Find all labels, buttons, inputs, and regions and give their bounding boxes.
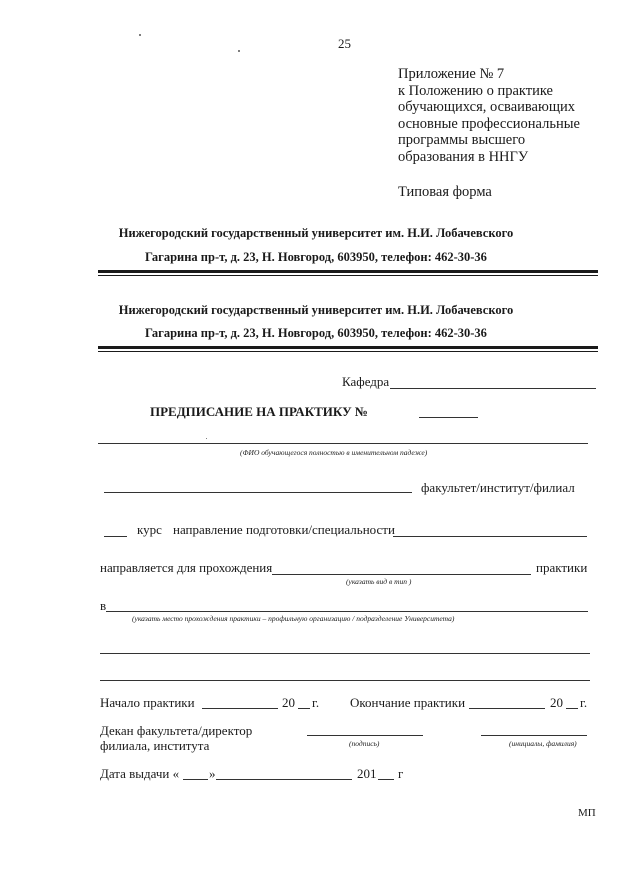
- form-title: ПРЕДПИСАНИЕ НА ПРАКТИКУ №: [150, 404, 368, 419]
- scan-speck: [139, 34, 141, 36]
- issue-month-field[interactable]: [216, 779, 352, 780]
- direction-field[interactable]: [393, 536, 587, 537]
- faculty-label: факультет/институт/филиал: [421, 480, 575, 495]
- end-label: Окончание практики: [350, 695, 466, 710]
- form-number-field[interactable]: [419, 417, 478, 418]
- place-in-label: в: [100, 598, 107, 613]
- place-field-continued[interactable]: [100, 653, 590, 654]
- issue-date-label: Дата выдачи «: [100, 766, 180, 781]
- header-rule-thick: [98, 346, 598, 349]
- appendix-line: обучающихся, осваивающих: [398, 99, 575, 115]
- initials-hint: (инициалы, фамилия): [509, 739, 577, 748]
- end-date-field[interactable]: [469, 708, 545, 709]
- start-year-field[interactable]: [298, 708, 310, 709]
- start-date-field[interactable]: [202, 708, 278, 709]
- course-label: курс: [137, 522, 162, 537]
- appendix-line: к Положению о практике: [398, 82, 553, 99]
- header-rule-thin: [98, 351, 598, 352]
- university-name: Нижегородский государственный университет им. Н.И. Лобачевского: [118, 226, 514, 240]
- start-year-prefix: 20: [282, 695, 295, 710]
- practice-word: практики: [536, 560, 588, 575]
- university-name: Нижегородский государственный университет им. Н.И. Лобачевского: [118, 303, 514, 317]
- issue-year-suffix: г: [398, 766, 404, 781]
- faculty-field[interactable]: [104, 492, 412, 493]
- university-address: Гагарина пр-т, д. 23, Н. Новгород, 603950, телефон: 462-30-36: [145, 326, 487, 340]
- place-hint: (указать место прохождения практики – профильную организацию / подразделение Университета): [132, 614, 455, 623]
- header-rule-thick: [98, 270, 598, 273]
- end-year-field[interactable]: [566, 708, 578, 709]
- fio-field[interactable]: [98, 443, 588, 444]
- appendix-line: образования в ННГУ: [398, 148, 529, 165]
- course-field[interactable]: [104, 536, 127, 537]
- scan-speck: [238, 50, 240, 52]
- issue-quote-close: »: [209, 766, 216, 781]
- issue-day-field[interactable]: [183, 779, 208, 780]
- place-field[interactable]: [106, 611, 588, 612]
- stamp-label: МП: [578, 807, 596, 819]
- dean-title-line2: филиала, института: [100, 738, 210, 753]
- signature-hint: (подпись): [349, 739, 380, 748]
- fio-hint: (ФИО обучающегося полностью в именительном падеже): [240, 448, 428, 457]
- practice-type-field[interactable]: [272, 574, 531, 575]
- initials-field[interactable]: [481, 735, 587, 736]
- appendix-note: [398, 66, 580, 165]
- scan-speck: [206, 438, 207, 439]
- appendix-line: Приложение № 7: [398, 66, 505, 82]
- sent-label: направляется для прохождения: [100, 560, 273, 575]
- department-label: Кафедра: [342, 374, 390, 389]
- end-year-suffix: г.: [580, 695, 588, 710]
- signature-field[interactable]: [307, 735, 423, 736]
- start-label: Начало практики: [100, 695, 195, 710]
- dean-title-line1: Декан факультета/директор: [100, 723, 253, 738]
- issue-year-prefix: 201: [357, 766, 377, 781]
- appendix-line: основные профессиональные: [398, 115, 580, 132]
- appendix-line: программы высшего: [398, 132, 526, 148]
- department-field[interactable]: [390, 388, 596, 389]
- header-rule-thin: [98, 275, 598, 276]
- practice-type-hint: (указать вид в тип ): [346, 577, 412, 586]
- place-field-continued[interactable]: [100, 680, 590, 681]
- page-number: 25: [338, 36, 351, 51]
- end-year-prefix: 20: [550, 695, 563, 710]
- university-address: Гагарина пр-т, д. 23, Н. Новгород, 603950, телефон: 462-30-36: [145, 250, 487, 264]
- issue-year-field[interactable]: [378, 779, 394, 780]
- direction-label: направление подготовки/специальности: [173, 522, 395, 537]
- start-year-suffix: г.: [312, 695, 320, 710]
- form-type-label: Типовая форма: [398, 184, 492, 200]
